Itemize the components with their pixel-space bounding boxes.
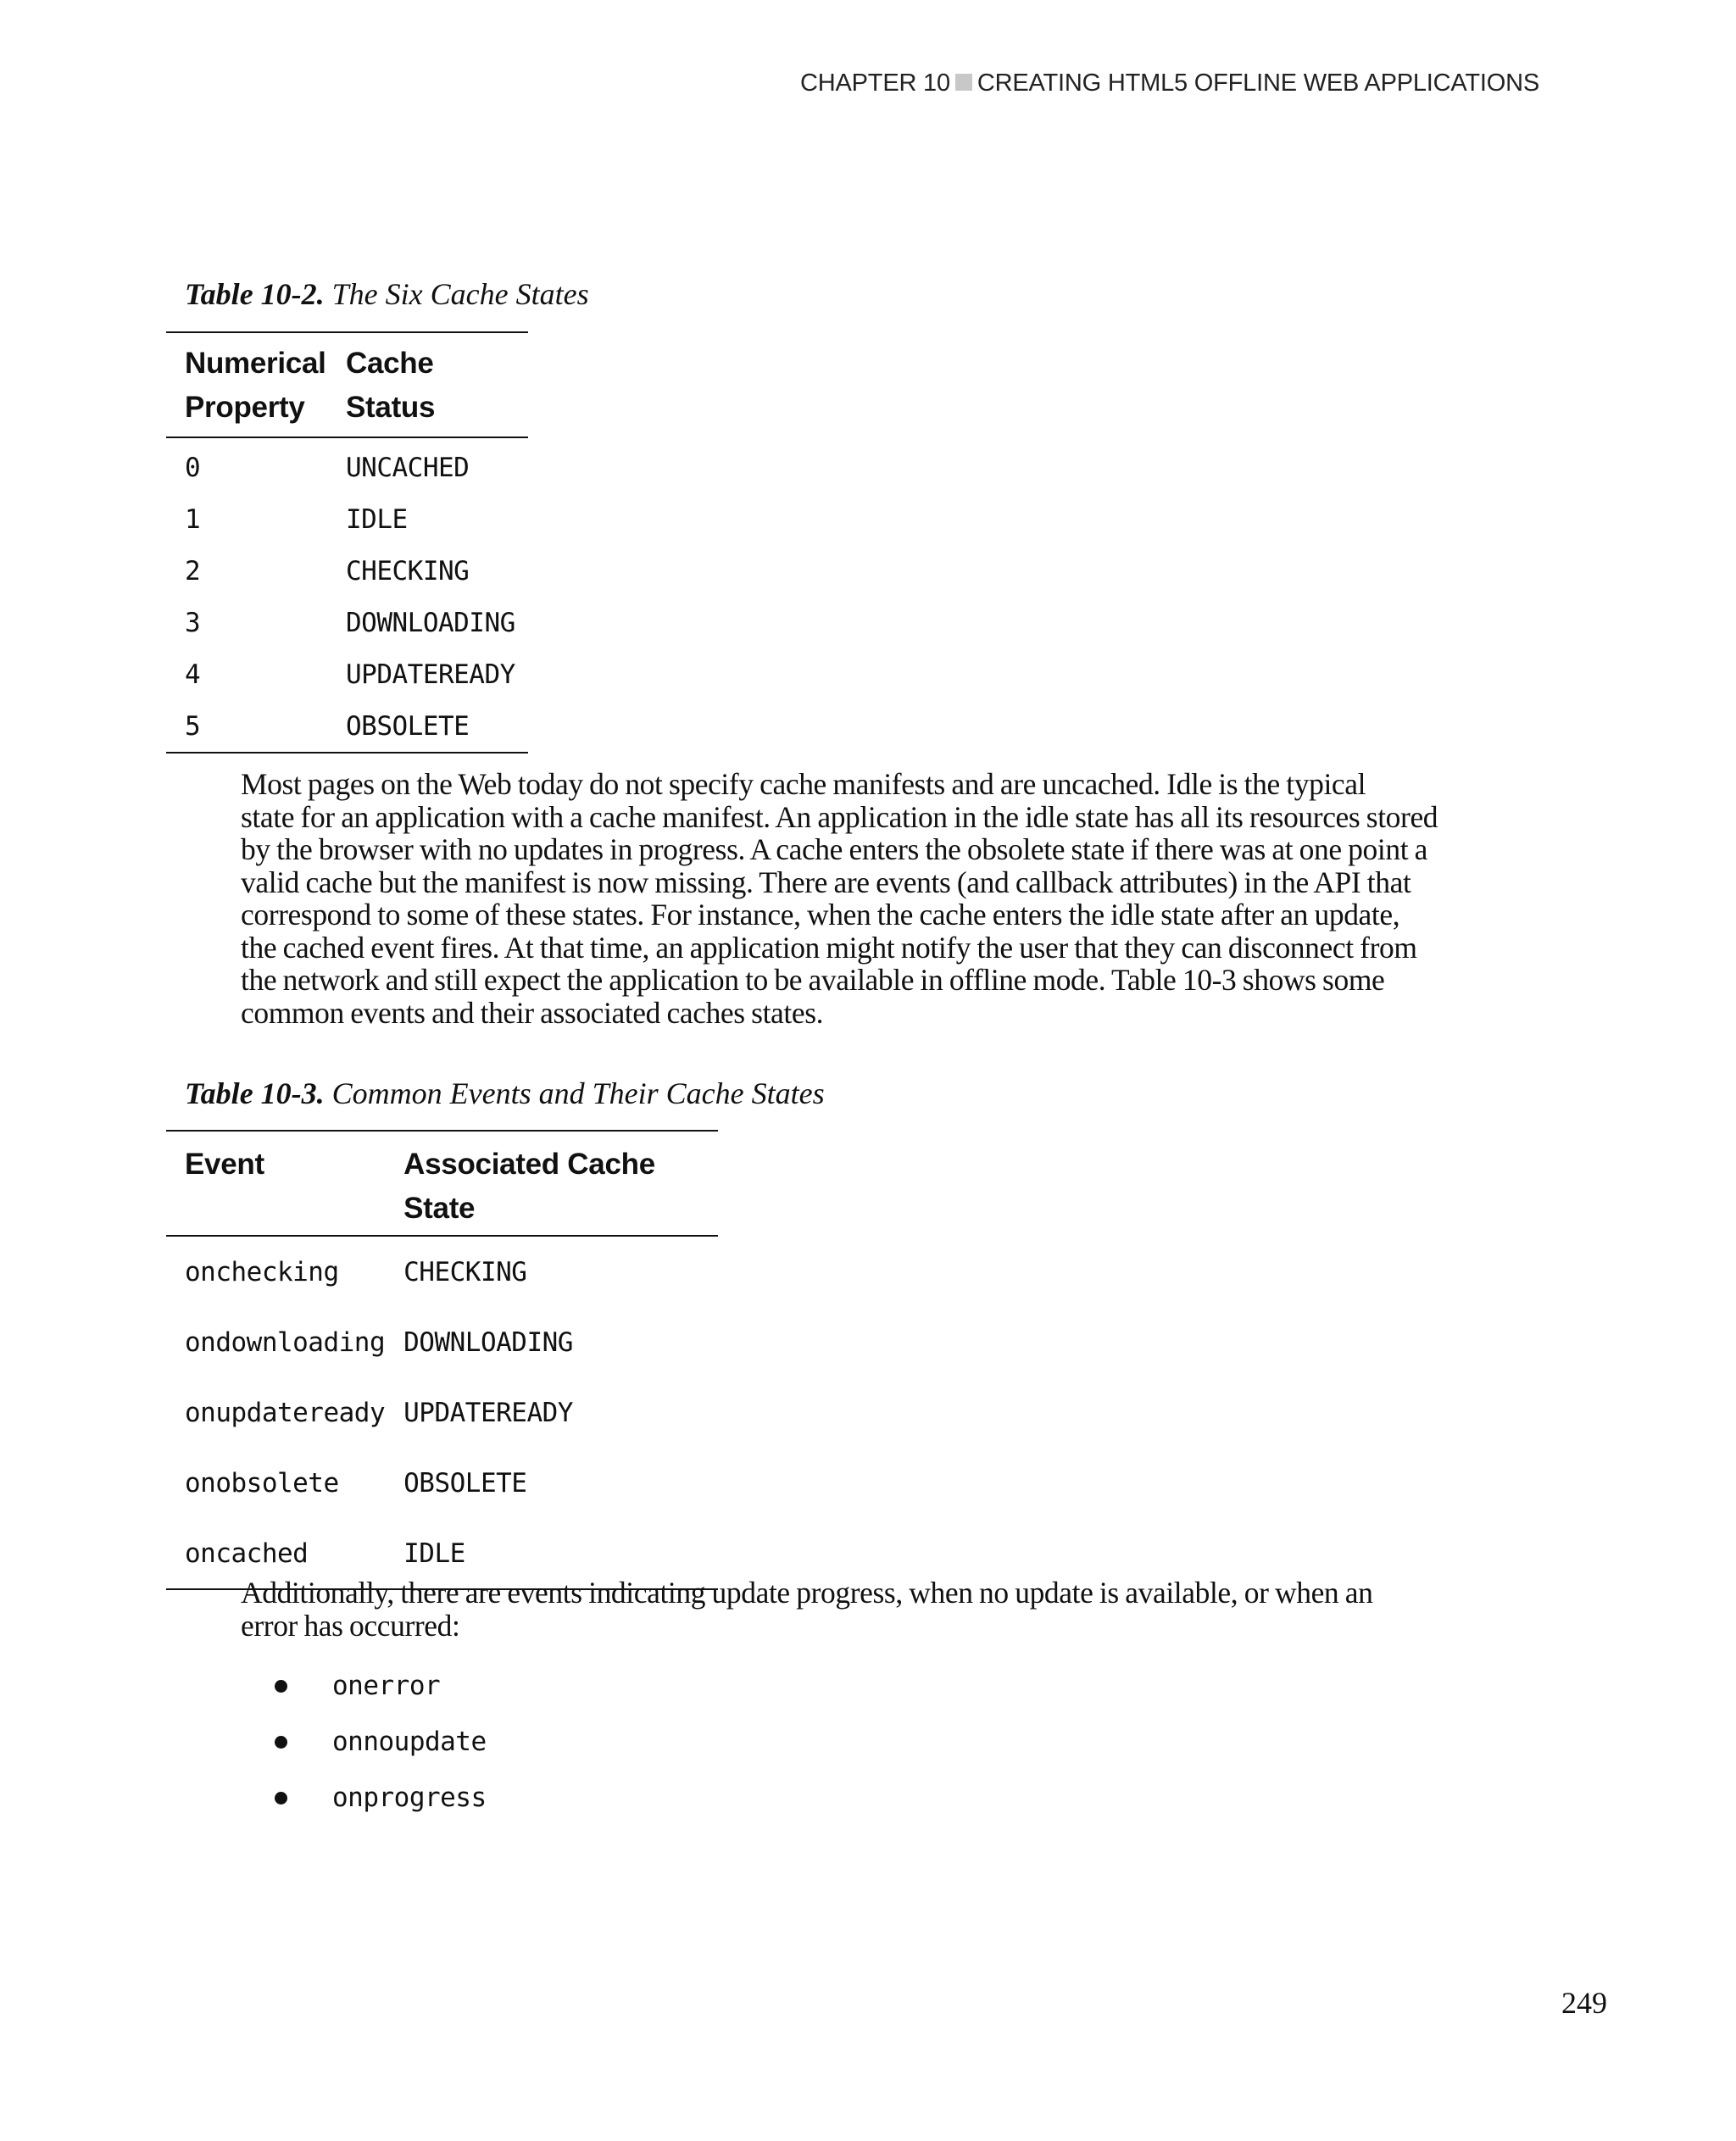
table-row	[166, 597, 528, 648]
table-cell: 0	[185, 452, 201, 483]
table-caption-title: Common Events and Their Cache States	[331, 1076, 825, 1110]
list-item	[271, 1658, 487, 1714]
separator-square-icon	[955, 74, 972, 91]
table-row	[166, 545, 528, 597]
table-10-3-caption	[185, 1076, 825, 1111]
paragraph-line: state for an application with a cache manifest. An application in the idle state has all its resources stored	[241, 799, 1438, 834]
table-cell: IDLE	[403, 1538, 465, 1569]
table-cell: IDLE	[346, 503, 408, 535]
list-item-text: onnoupdate	[332, 1727, 487, 1757]
table-cell: UNCACHED	[346, 452, 470, 483]
table-cell: UPDATEREADY	[403, 1397, 573, 1428]
table-cell: CHECKING	[346, 555, 470, 587]
column-header-associated-cache-state: Associated Cache State	[385, 1131, 718, 1236]
table-cell: 2	[185, 555, 201, 587]
table-row	[166, 1236, 718, 1307]
bullet-icon	[275, 1736, 287, 1749]
table-caption-number: Table 10-2.	[185, 277, 325, 311]
table-row	[166, 700, 528, 753]
cache-states-table	[166, 331, 528, 754]
chapter-label: CHAPTER 10	[800, 70, 950, 97]
list-item-text: onprogress	[332, 1782, 487, 1813]
table-cell: 4	[185, 659, 201, 690]
body-paragraph-additional-events	[185, 1577, 1541, 1642]
paragraph-line: common events and their associated caches states.	[241, 995, 824, 1030]
list-item	[271, 1770, 487, 1826]
table-cell: OBSOLETE	[403, 1467, 527, 1499]
table-cell: 5	[185, 710, 201, 742]
table-cell: CHECKING	[403, 1256, 527, 1287]
paragraph-line: Additionally, there are events indicating update progress, when no update is available, or when an	[241, 1576, 1373, 1610]
body-paragraph-cache-states	[185, 768, 1541, 1029]
events-cache-states-table	[166, 1130, 718, 1590]
table-row	[166, 1448, 718, 1518]
column-header-numerical-property: Numerical Property	[166, 332, 327, 437]
table-cell: ondownloading	[185, 1326, 386, 1358]
paragraph-line: error has occurred:	[241, 1608, 460, 1643]
table-header-row	[166, 332, 528, 437]
table-cell: onupdateready	[185, 1397, 386, 1428]
paragraph-line: valid cache but the manifest is now missing. There are events (and callback attributes) in the API that	[241, 865, 1411, 899]
bullet-icon	[275, 1680, 287, 1693]
table-row	[166, 1377, 718, 1448]
paragraph-line: by the browser with no updates in progress. A cache enters the obsolete state if there was at one point a	[241, 832, 1427, 866]
paragraph-line: the cached event fires. At that time, an application might notify the user that they can disconnect from	[241, 930, 1417, 965]
list-item	[271, 1714, 487, 1770]
table-row	[166, 437, 528, 493]
running-head	[800, 70, 1539, 97]
table-cell: oncached	[185, 1538, 309, 1569]
table-caption-number: Table 10-3.	[185, 1076, 325, 1110]
table-row	[166, 493, 528, 545]
table-cell: 3	[185, 607, 201, 638]
paragraph-line: Most pages on the Web today do not specify cache manifests and are uncached. Idle is the typical	[241, 767, 1366, 801]
table-cell: DOWNLOADING	[346, 607, 515, 638]
list-item-text: onerror	[332, 1671, 441, 1701]
chapter-title: CREATING HTML5 OFFLINE WEB APPLICATIONS	[976, 70, 1539, 97]
table-cell: DOWNLOADING	[403, 1326, 573, 1358]
events-bullet-list	[271, 1658, 487, 1826]
page-number: 249	[1561, 1986, 1607, 2020]
bullet-icon	[275, 1792, 287, 1805]
column-header-cache-status: Cache Status	[327, 332, 528, 437]
table-caption-title: The Six Cache States	[331, 277, 589, 311]
table-cell: UPDATEREADY	[346, 659, 515, 690]
paragraph-line: correspond to some of these states. For instance, when the cache enters the idle state after an update,	[241, 898, 1400, 931]
table-cell: onchecking	[185, 1256, 339, 1287]
table-cell: 1	[185, 503, 201, 535]
table-10-2-caption	[185, 276, 589, 312]
table-header-row	[166, 1131, 718, 1236]
table-cell: OBSOLETE	[346, 710, 470, 742]
table-row	[166, 648, 528, 700]
table-cell: onobsolete	[185, 1467, 339, 1499]
table-row	[166, 1307, 718, 1377]
column-header-event: Event	[166, 1131, 385, 1236]
paragraph-line: the network and still expect the application to be available in offline mode. Table 10-3 shows some	[241, 963, 1385, 997]
